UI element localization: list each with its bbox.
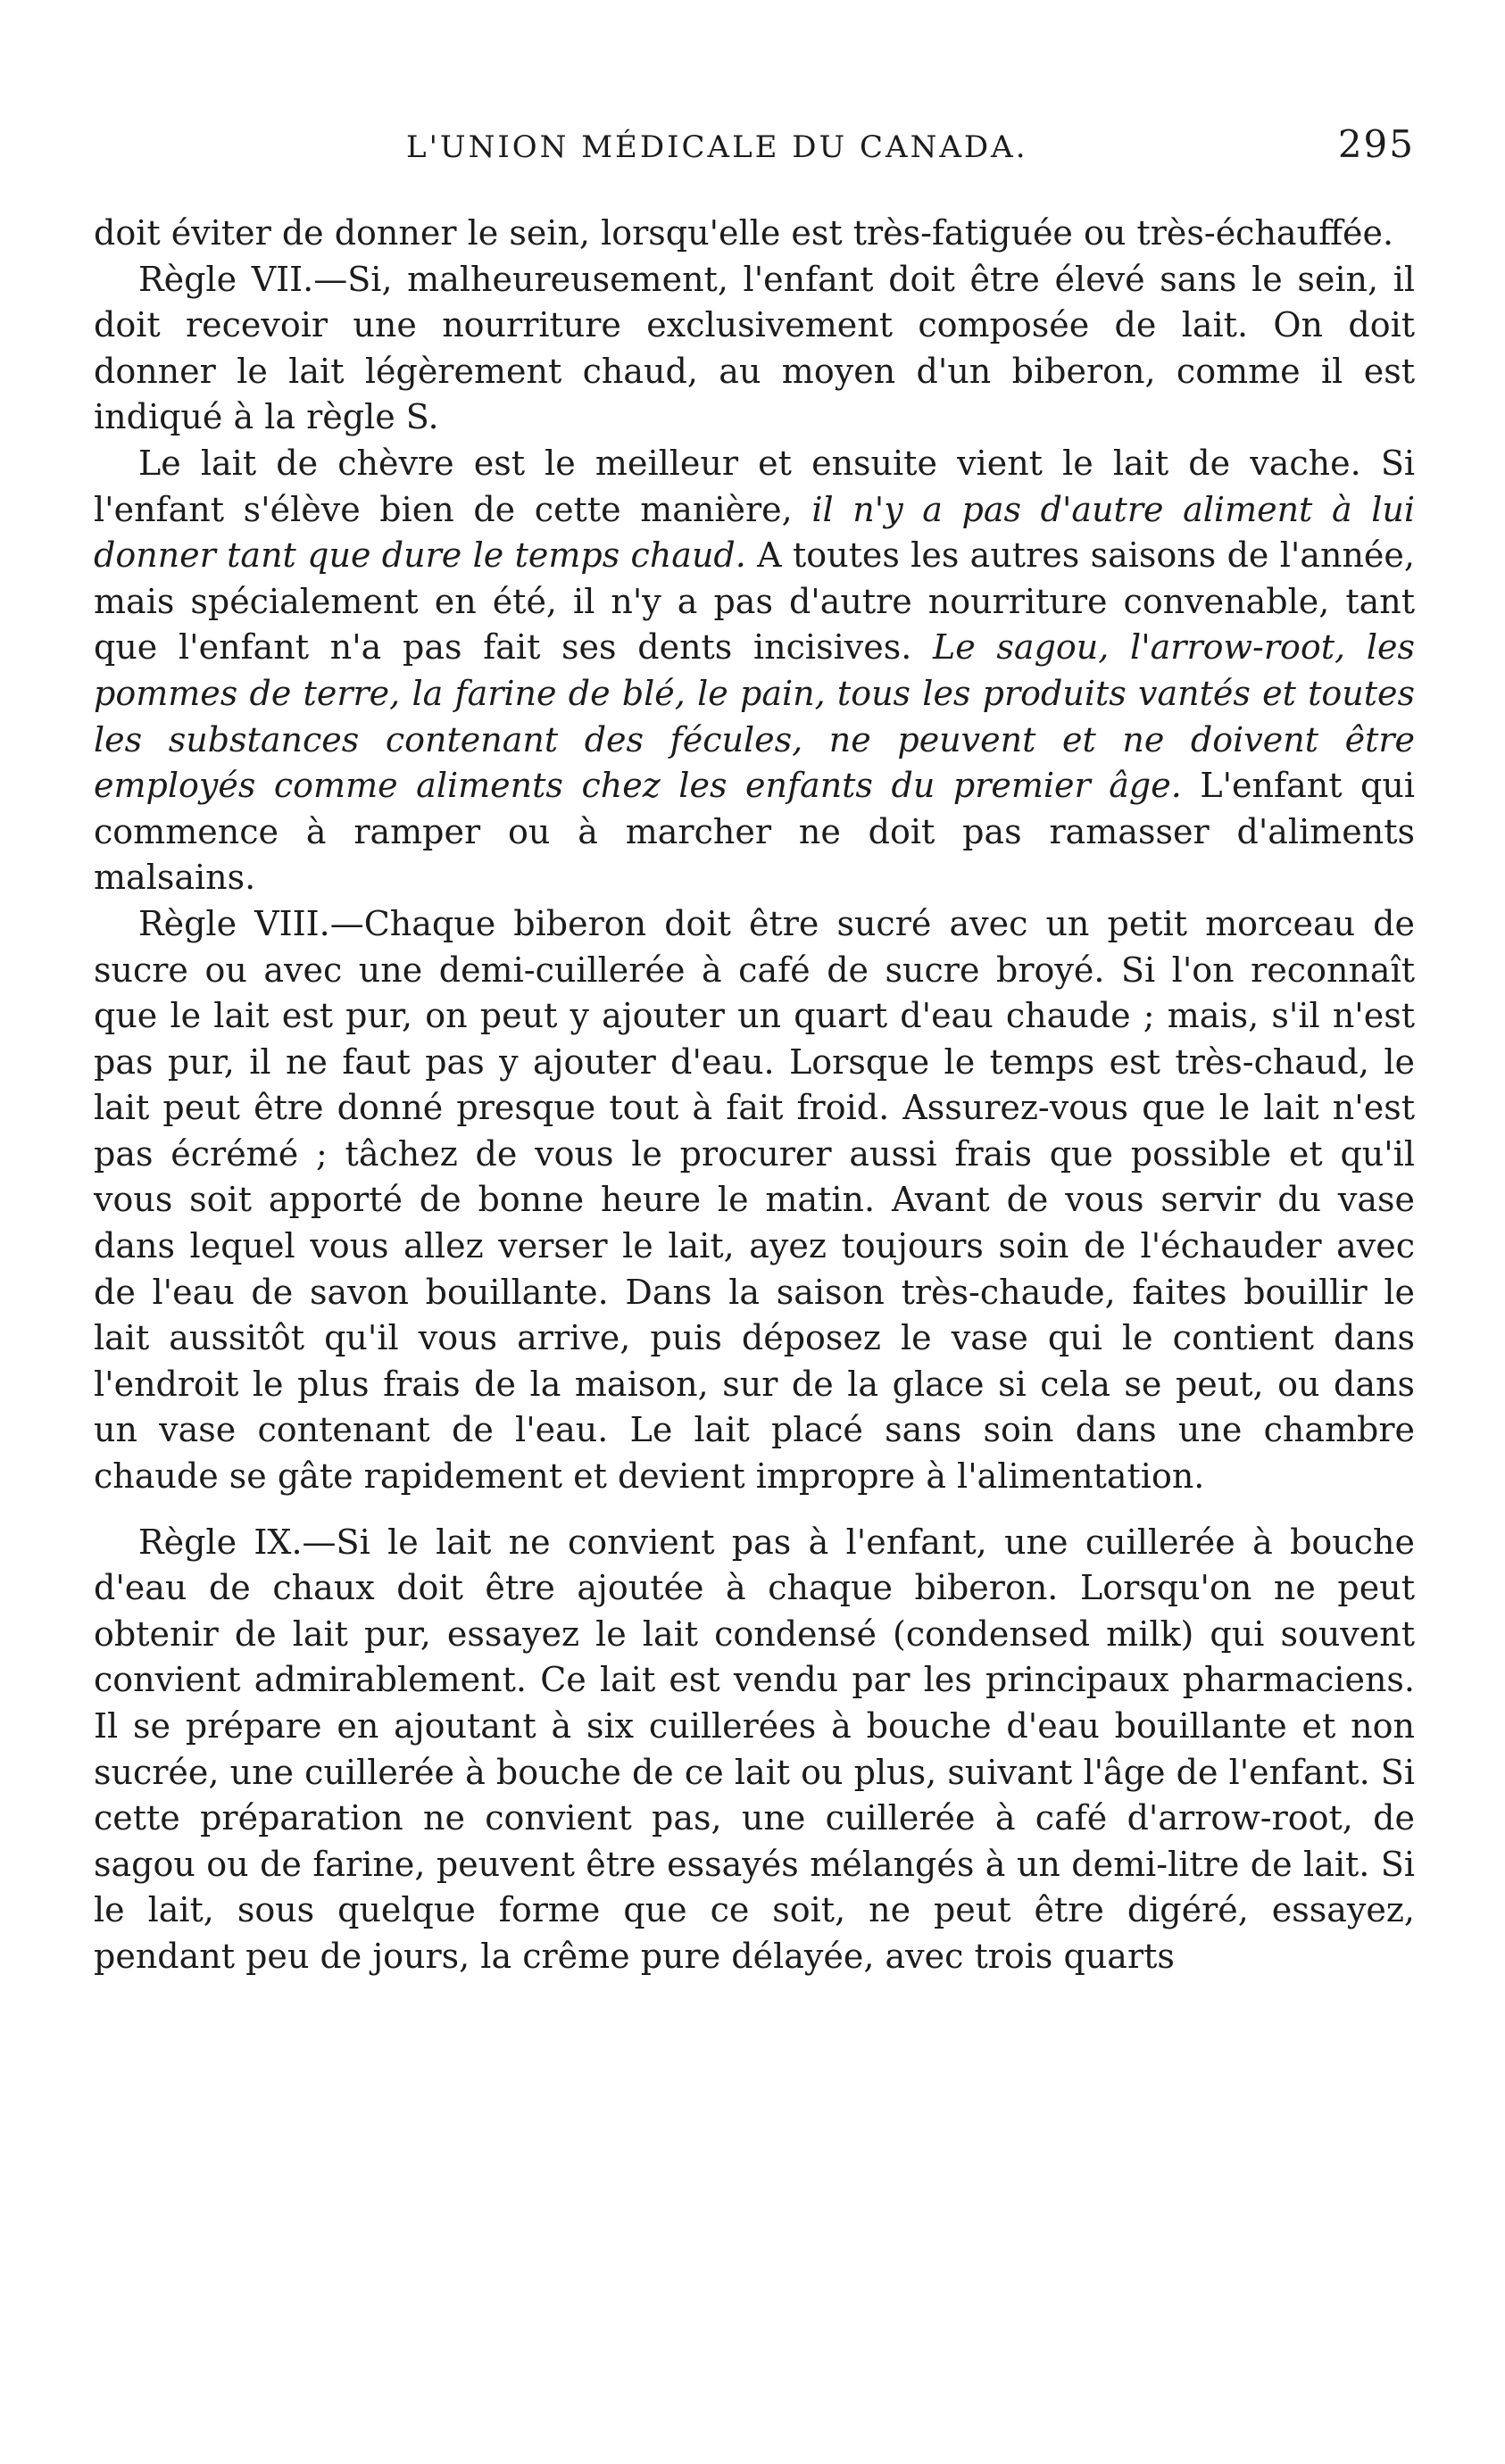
paragraph-regle-ix — [94, 1520, 1415, 1980]
text-segment: L'enfant qui commence à ramper ou à marcher ne doit pas ramasser d'aliments malsains. — [94, 766, 1416, 898]
text-segment: Le lait de chèvre est le meilleur et ensuite vient le lait de vache. Si l'enfant s'élève bien de cette manière, — [94, 443, 1415, 529]
text-segment: Règle VIII.—Chaque biberon doit être sucré avec un petit morceau de sucre ou avec une demi-cuillerée à café de sucre broyé. Si l'on reconnaît que le lait est pur, on peut y ajouter un quart d'eau chaude ; mais, s'il n'est pas pur, il ne faut pas y ajouter d'eau. Lorsque le temps est très-chaud, le lait peut être donné presque tout à fait froid. Assurez-vous que le lait n'est pas écrémé ; tâchez de vous le procurer aussi frais que possible et qu'il vous soit apporté de bonne heure le matin. Avant de vous servir du vase dans lequel vous allez verser le lait, ayez toujours soin de l'échauder avec de l'eau de savon bouillante. Dans la saison très-chaude, faites bouillir le lait aussitôt qu'il vous arrive, puis déposez le vase qui le contient dans l'endroit le plus frais de la maison, sur de la glace si cela se peut, ou dans un vase contenant de l'eau. Le lait placé sans soin dans une chambre chaude se gâte rapidement et devient impropre à l'alimentation. — [94, 903, 1415, 1497]
book-page — [94, 122, 1416, 1980]
text-segment: Règle IX.—Si le lait ne convient pas à l'enfant, une cuillerée à bouche d'eau de chaux doit être ajoutée à chaque biberon. Lorsqu'on ne peut obtenir de lait pur, essayez le lait condensé (condensed milk) qui souvent convient admirablement. Ce lait est vendu par les principaux pharmaciens. Il se prépare en ajoutant à six cuillerées à bouche d'eau bouillante et non sucrée, une cuillerée à bouche de ce lait ou plus, suivant l'âge de l'enfant. Si cette préparation ne convient pas, une cuillerée à café d'arrow-root, de sagou ou de farine, peuvent être essayés mélangés à un demi-litre de lait. Si le lait, sous quelque forme que ce soit, ne peut être digéré, essayez, pendant peu de jours, la crême pure délayée, avec trois quarts — [94, 1522, 1415, 1976]
body-text — [94, 211, 1415, 1980]
text-segment: A toutes les autres saisons de l'année, mais spécialement en été, il n'y a pas d'autre nourriture convenable, tant que l'enfant n'a pas fait ses dents incisives. — [94, 535, 1415, 668]
italic-segment: il n'y a pas d'autre aliment à lui donner tant que dure le temps chaud. — [94, 489, 1416, 576]
paragraph-continuation — [94, 211, 1415, 257]
page-number: 295 — [1337, 122, 1415, 166]
italic-segment: Le sagou, l'arrow-root, les pommes de terre, la farine de blé, le pain, tous les produits vantés et toutes les substances contenant des fécules, ne peuvent et ne doivent être employés comme aliments chez les enfants du premier âge. — [94, 627, 1415, 806]
running-head: L'UNION MÉDICALE DU CANADA. — [406, 129, 1028, 165]
page-header — [94, 122, 1415, 171]
text-segment: Règle VII.—Si, malheureusement, l'enfant doit être élevé sans le sein, il doit recevoir une nourriture exclusivement composée de lait. On doit donner le lait légèrement chaud, au moyen d'un biberon, comme il est indiqué à la règle S. — [94, 259, 1415, 437]
paragraph-regle-vii — [94, 257, 1415, 441]
paragraph-regle-viii — [94, 901, 1415, 1500]
paragraph-lait-de-chevre — [94, 441, 1415, 901]
text-segment: doit éviter de donner le sein, lorsqu'elle est très-fatiguée ou très-échauffée. — [94, 213, 1394, 253]
